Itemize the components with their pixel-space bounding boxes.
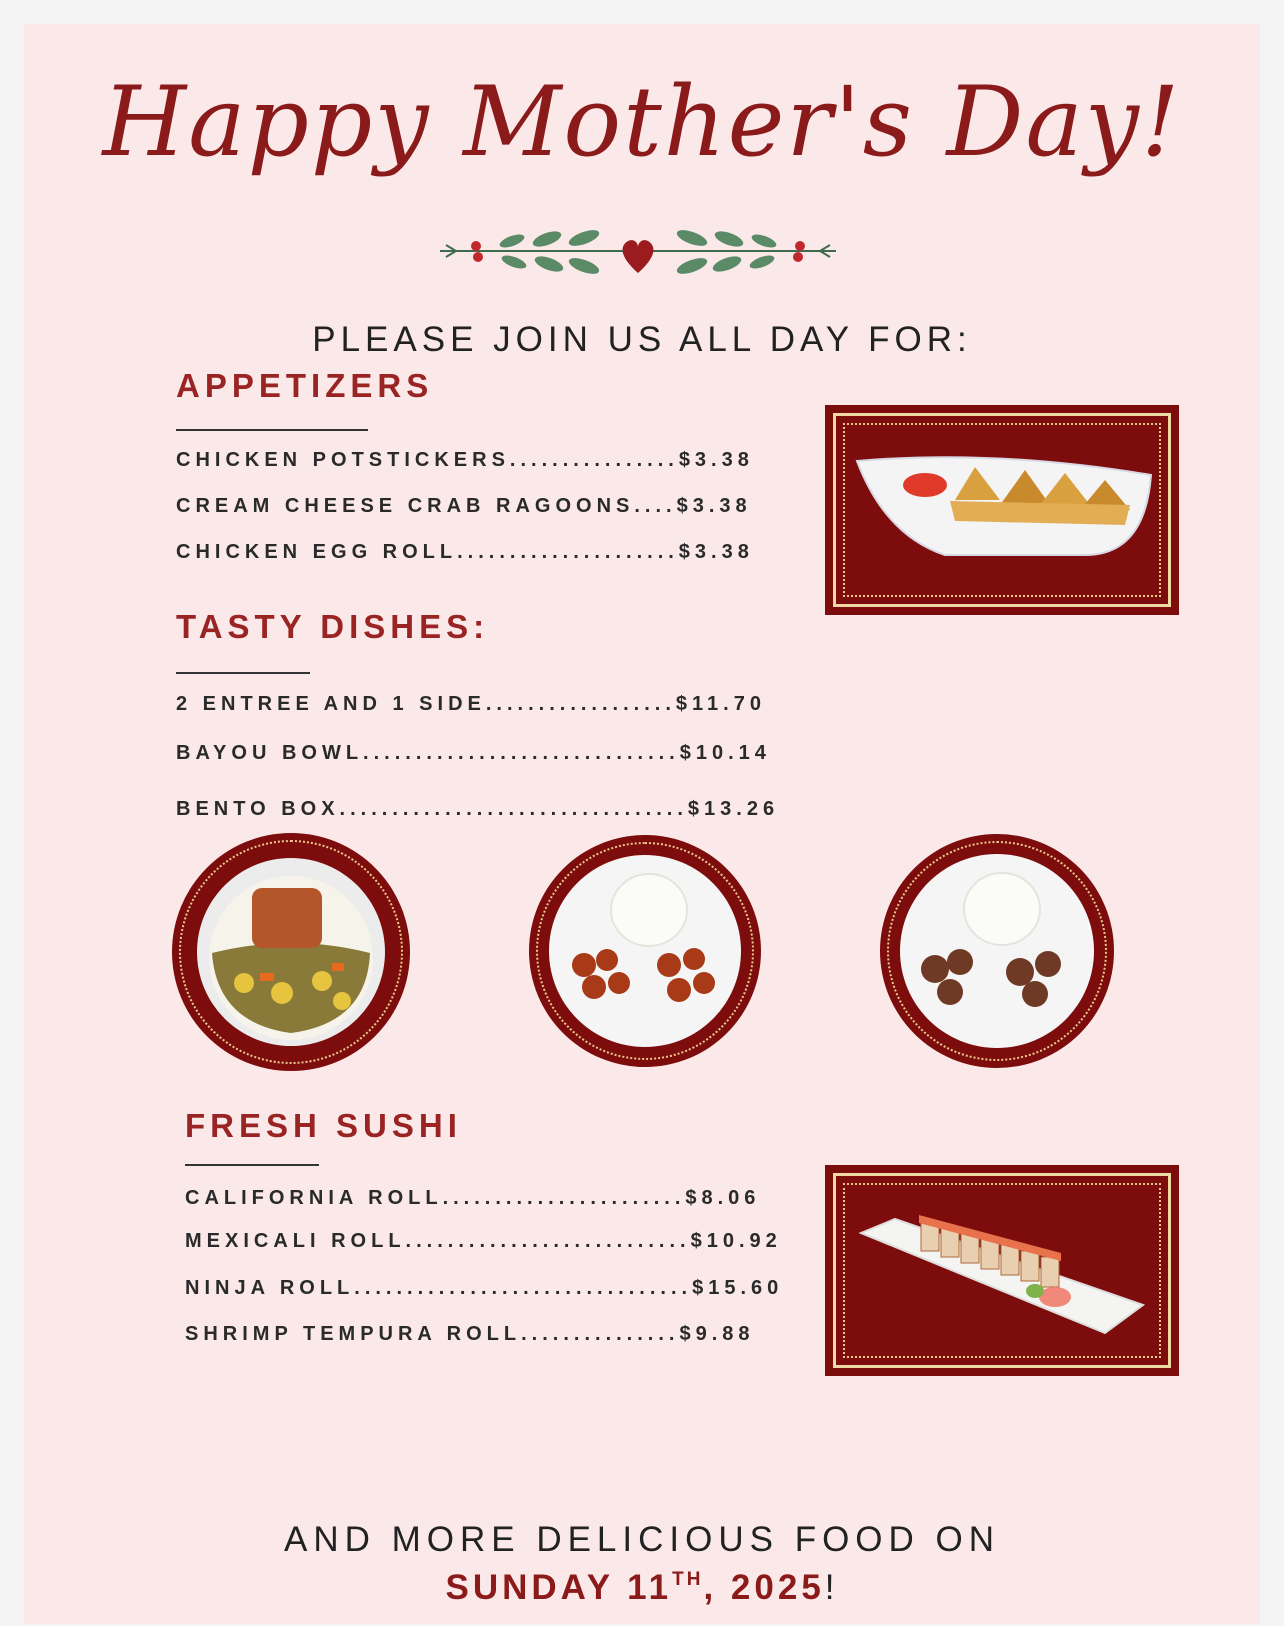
wonton-plate-icon xyxy=(825,405,1179,615)
sesame-plate-photo xyxy=(880,834,1114,1068)
dishes-heading: TASTY DISHES: xyxy=(176,608,490,645)
dishes-divider xyxy=(176,672,310,674)
appetizers-divider xyxy=(176,429,368,431)
sushi-heading: FRESH SUSHI xyxy=(185,1107,462,1144)
footer-date xyxy=(0,1568,1284,1608)
appetizer-item: CHICKEN EGG ROLL.....................$3.38 xyxy=(176,541,754,563)
sesame-chicken-plate-icon xyxy=(880,834,1114,1068)
dish-item: BAYOU BOWL..............................$10.14 xyxy=(176,742,771,764)
garland-icon xyxy=(432,229,844,291)
dish-item: 2 ENTREE AND 1 SIDE..................$11.70 xyxy=(176,693,766,715)
entree-plate-photo xyxy=(529,835,761,1067)
flyer-title: Happy Mother's Day! xyxy=(102,66,1182,178)
curry-bowl-icon xyxy=(172,833,410,1071)
appetizer-photo xyxy=(825,405,1179,615)
sushi-item: NINJA ROLL................................$15.60 xyxy=(185,1277,784,1299)
flyer xyxy=(24,24,1260,1624)
join-heading: PLEASE JOIN US ALL DAY FOR: xyxy=(312,320,972,359)
footer-date-suffix: TH xyxy=(672,1569,704,1590)
dish-item: BENTO BOX.................................$13.26 xyxy=(176,798,780,820)
sushi-photo xyxy=(825,1165,1179,1376)
curry-plate-photo xyxy=(172,833,410,1071)
sushi-roll-platter-icon xyxy=(825,1165,1179,1376)
appetizers-heading: APPETIZERS xyxy=(176,367,434,404)
footer-date-main: SUNDAY 11 xyxy=(445,1568,673,1607)
footer-line: AND MORE DELICIOUS FOOD ON xyxy=(283,1520,1001,1559)
orange-chicken-plate-icon xyxy=(529,835,761,1067)
sushi-item: MEXICALI ROLL...........................$10.92 xyxy=(185,1230,782,1252)
appetizer-item: CHICKEN POTSTICKERS................$3.38 xyxy=(176,449,754,471)
footer-date-year: , 2025 xyxy=(703,1568,825,1607)
sushi-divider xyxy=(185,1164,319,1166)
sushi-item: CALIFORNIA ROLL.......................$8.06 xyxy=(185,1187,761,1209)
appetizer-item: CREAM CHEESE CRAB RAGOONS....$3.38 xyxy=(176,495,752,517)
sushi-item: SHRIMP TEMPURA ROLL...............$9.88 xyxy=(185,1323,755,1345)
footer-exclamation: ! xyxy=(824,1568,839,1607)
